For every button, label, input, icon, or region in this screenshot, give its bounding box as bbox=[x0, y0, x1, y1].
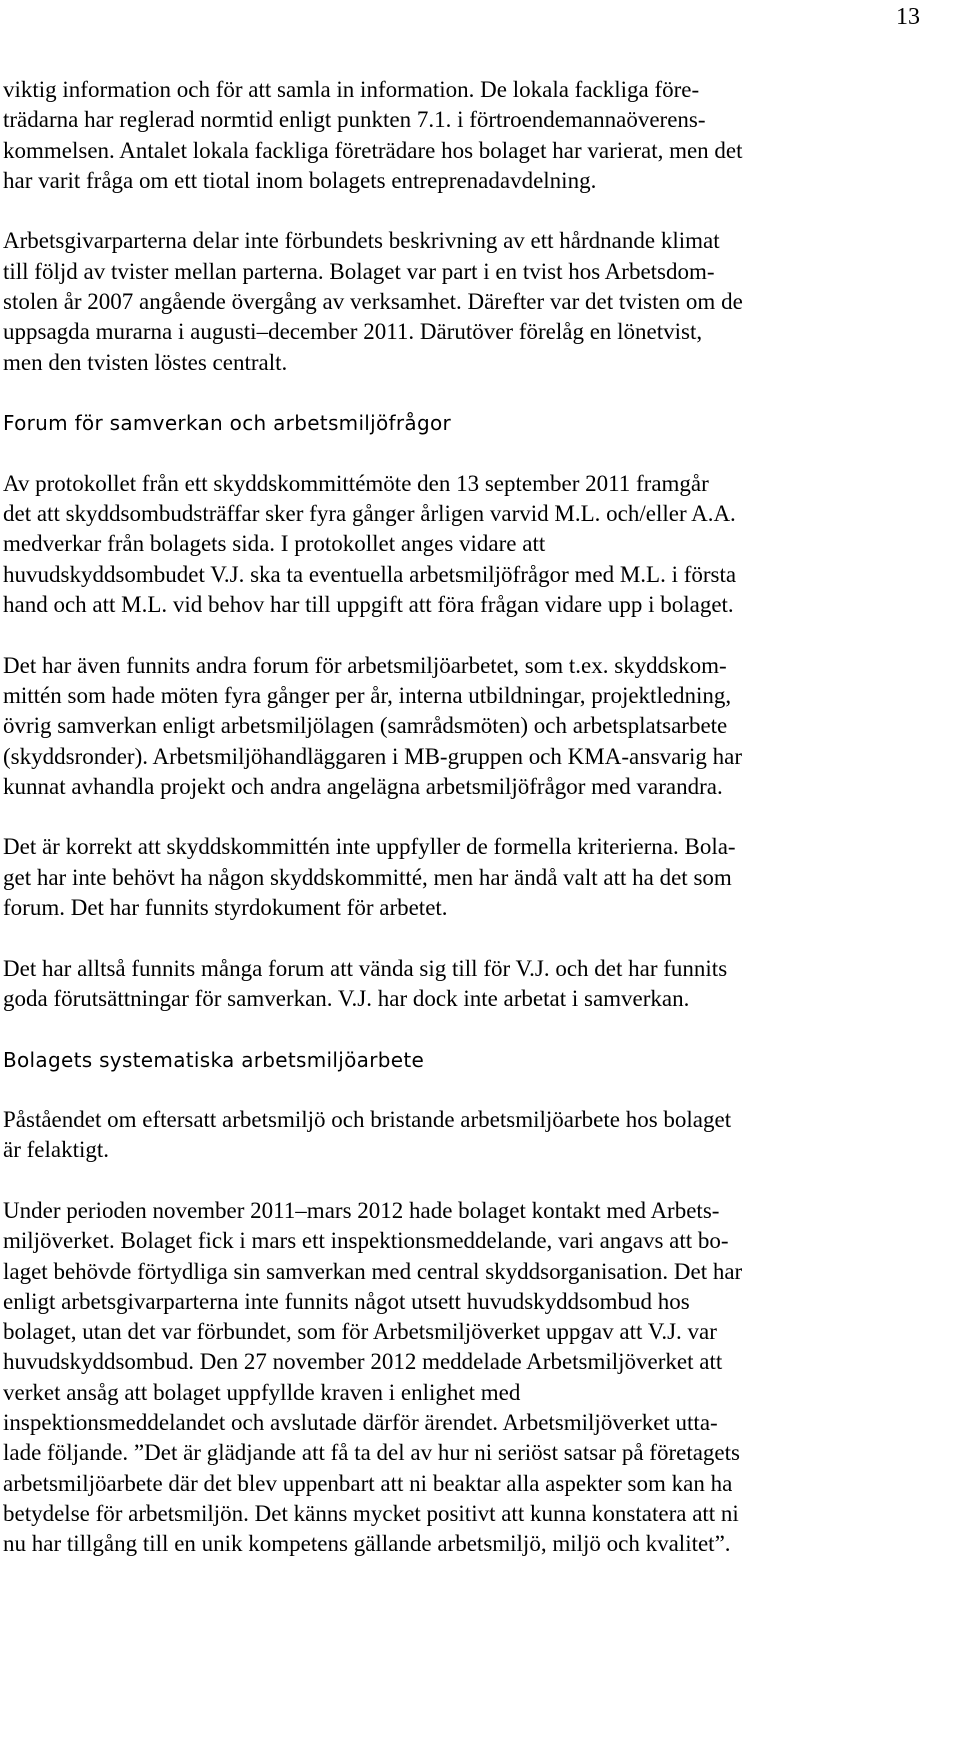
text-line: get har inte behövt ha någon skyddskommitté, men har ändå valt att ha det som bbox=[3, 864, 732, 890]
text-line: enligt arbetsgivarparterna inte funnits något utsett huvudskyddsombud hos bbox=[3, 1288, 690, 1314]
text-line: Under perioden november 2011–mars 2012 hade bolaget kontakt med Arbets- bbox=[3, 1197, 720, 1223]
text-line: Det har alltså funnits många forum att vända sig till för V.J. och det har funnits bbox=[3, 955, 728, 981]
text-line: har varit fråga om ett tiotal inom bolagets entreprenadavdelning. bbox=[3, 167, 597, 193]
text-line: hand och att M.L. vid behov har till uppgift att föra frågan vidare upp i bolaget. bbox=[3, 592, 734, 618]
text-line: laget behövde förtydliga sin samverkan med central skyddsorganisation. Det har bbox=[3, 1258, 743, 1284]
text-line: (skyddsronder). Arbetsmiljöhandläggaren i MB-gruppen och KMA-ansvarig har bbox=[3, 743, 743, 769]
paragraph bbox=[3, 832, 943, 923]
paragraph bbox=[3, 1105, 943, 1166]
text-line: betydelse för arbetsmiljön. Det känns mycket positivt att kunna konstatera att ni bbox=[3, 1500, 739, 1526]
section-heading bbox=[3, 1045, 943, 1075]
text-line: men den tvisten löstes centralt. bbox=[3, 349, 288, 375]
paragraph bbox=[3, 469, 943, 620]
text-line: huvudskyddsombudet V.J. ska ta eventuella arbetsmiljöfrågor med M.L. i första bbox=[3, 561, 737, 587]
text-line: kommelsen. Antalet lokala fackliga företrädare hos bolaget har varierat, men det bbox=[3, 137, 743, 163]
text-line: kunnat avhandla projekt och andra angelägna arbetsmiljöfrågor med varandra. bbox=[3, 773, 723, 799]
text-line: arbetsmiljöarbete där det blev uppenbart att ni beaktar alla aspekter som kan ha bbox=[3, 1470, 733, 1496]
text-line: Arbetsgivarparterna delar inte förbundets beskrivning av ett hårdnande klimat bbox=[3, 228, 720, 254]
paragraph bbox=[3, 651, 943, 802]
paragraph bbox=[3, 954, 943, 1015]
text-line: goda förutsättningar för samverkan. V.J. har dock inte arbetat i samverkan. bbox=[3, 985, 690, 1011]
paragraph bbox=[3, 75, 943, 196]
text-line: inspektionsmeddelandet och avslutade därför ärendet. Arbetsmiljöverket utta- bbox=[3, 1410, 718, 1436]
text-line: mittén som hade möten fyra gånger per år, interna utbildningar, projektledning, bbox=[3, 682, 732, 708]
paragraph bbox=[3, 1196, 943, 1560]
text-line: lade följande. ”Det är glädjande att få ta del av hur ni seriöst satsar på företagets bbox=[3, 1440, 740, 1466]
text-line: Av protokollet från ett skyddskommittémöte den 13 september 2011 framgår bbox=[3, 470, 709, 496]
text-line: bolaget, utan det var förbundet, som för Arbetsmiljöverket uppgav att V.J. var bbox=[3, 1319, 717, 1345]
document-body bbox=[3, 75, 943, 1590]
text-line: medverkar från bolagets sida. I protokollet anges vidare att bbox=[3, 531, 546, 557]
text-line: verket ansåg att bolaget uppfyllde kraven i enlighet med bbox=[3, 1379, 521, 1405]
heading-text: Bolagets systematiska arbetsmiljöarbete bbox=[3, 1047, 425, 1072]
text-line: nu har tillgång till en unik kompetens gällande arbetsmiljö, miljö och kvalitet”. bbox=[3, 1531, 731, 1557]
text-line: till följd av tvister mellan parterna. Bolaget var part i en tvist hos Arbetsdom- bbox=[3, 258, 715, 284]
text-line: trädarna har reglerad normtid enligt punkten 7.1. i förtroendemannaöverens- bbox=[3, 107, 706, 133]
heading-text: Forum för samverkan och arbetsmiljöfrågor bbox=[3, 411, 452, 436]
text-line: forum. Det har funnits styrdokument för arbetet. bbox=[3, 895, 448, 921]
text-line: viktig information och för att samla in information. De lokala fackliga före- bbox=[3, 77, 700, 102]
text-line: det att skyddsombudsträffar sker fyra gånger årligen varvid M.L. och/eller A.A. bbox=[3, 501, 736, 527]
page-number: 13 bbox=[896, 4, 920, 30]
text-line: huvudskyddsombud. Den 27 november 2012 meddelade Arbetsmiljöverket att bbox=[3, 1349, 723, 1375]
text-line: Påståendet om eftersatt arbetsmiljö och bristande arbetsmiljöarbete hos bolaget bbox=[3, 1107, 732, 1133]
text-line: miljöverket. Bolaget fick i mars ett inspektionsmeddelande, vari angavs att bo- bbox=[3, 1228, 729, 1254]
paragraph bbox=[3, 226, 943, 377]
text-line: övrig samverkan enligt arbetsmiljölagen (samrådsmöten) och arbetsplatsarbete bbox=[3, 713, 728, 739]
text-line: Det är korrekt att skyddskommittén inte uppfyller de formella kriterierna. Bola- bbox=[3, 834, 736, 860]
text-line: Det har även funnits andra forum för arbetsmiljöarbetet, som t.ex. skyddskom- bbox=[3, 652, 727, 678]
text-line: uppsagda murarna i augusti–december 2011. Därutöver förelåg en lönetvist, bbox=[3, 319, 703, 345]
text-line: stolen år 2007 angående övergång av verksamhet. Därefter var det tvisten om de bbox=[3, 289, 743, 315]
section-heading bbox=[3, 408, 943, 438]
text-line: är felaktigt. bbox=[3, 1137, 110, 1163]
